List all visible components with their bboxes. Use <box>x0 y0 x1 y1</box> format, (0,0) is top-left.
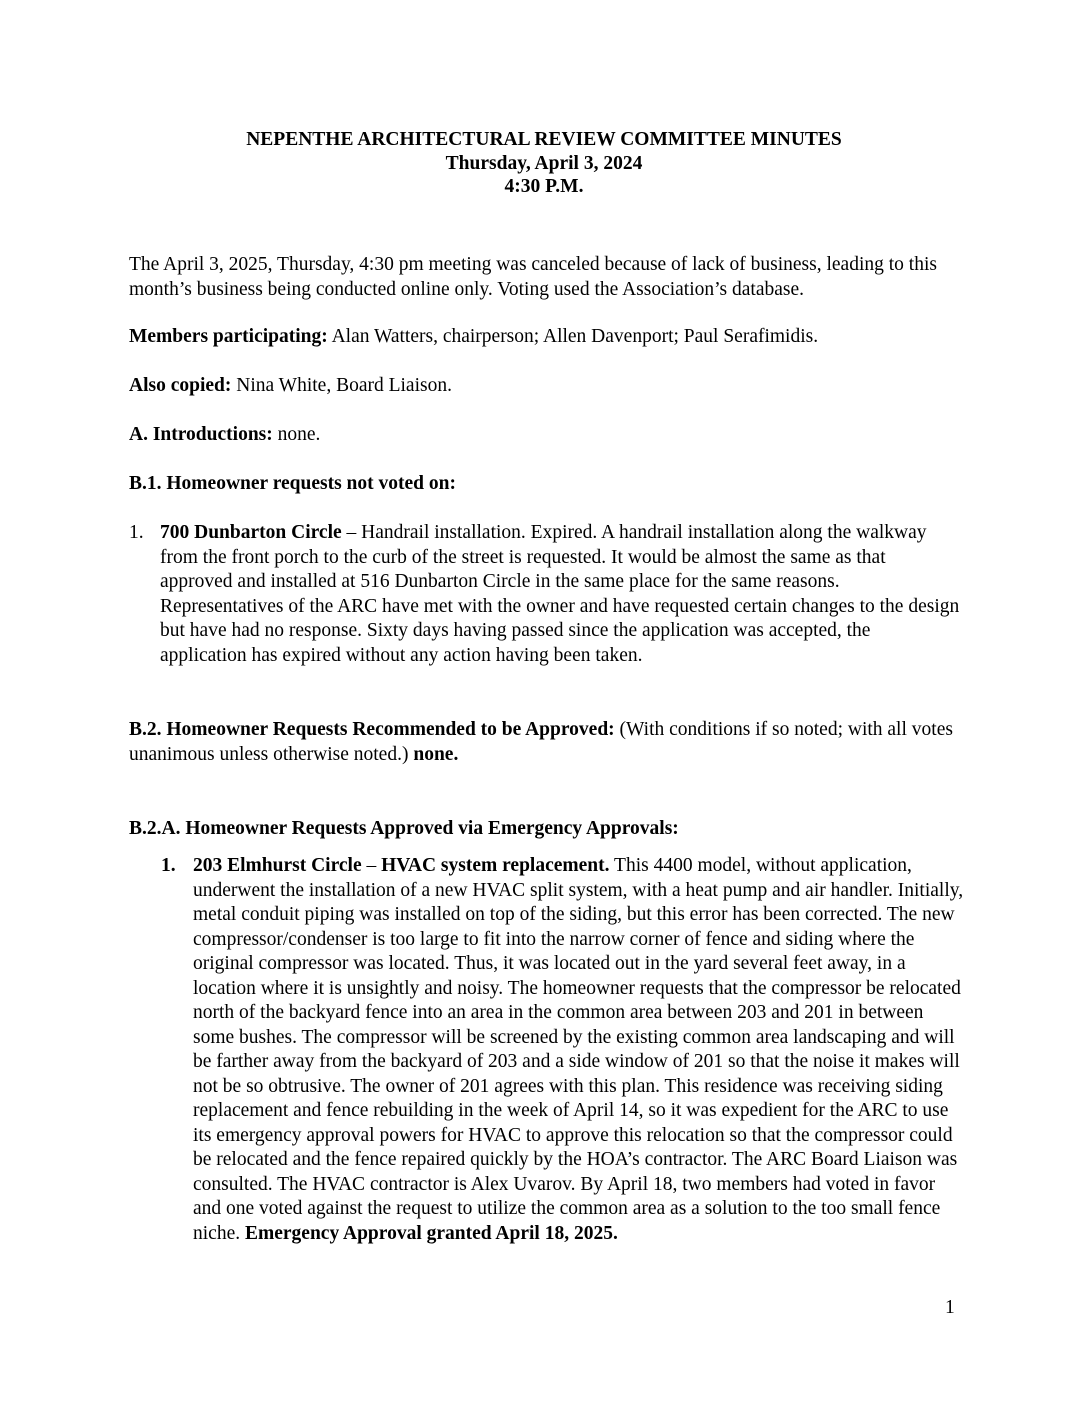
meeting-date: Thursday, April 3, 2024 <box>445 152 643 174</box>
section-b2-text: (With conditions if so noted; with all votes unanimous unless otherwise noted.) <box>129 719 953 765</box>
item-result: Emergency Approval granted April 18, 2025. <box>244 1222 618 1244</box>
introductions-paragraph <box>129 423 964 448</box>
section-b2a-heading: B.2.A. Homeowner Requests Approved via Emergency Approvals: <box>129 818 679 839</box>
item-number: 1. <box>129 522 144 543</box>
item-subject: HVAC system replacement. <box>381 855 610 876</box>
meeting-time: 4:30 P.M. <box>504 176 584 197</box>
section-b2-paragraph <box>129 718 964 767</box>
members-paragraph <box>129 325 964 350</box>
intro-paragraph: The April 3, 2025, Thursday, 4:30 pm meeting was canceled because of lack of business, leading to this month’s business being conducted online only. Voting used the Association’s database. <box>129 254 937 300</box>
document-header <box>0 128 1088 199</box>
introductions-label: A. Introductions: <box>129 424 273 445</box>
members-label: Members participating: <box>129 326 328 347</box>
list-item <box>161 854 964 1264</box>
item-description: – Handrail installation. Expired. A handrail installation along the walkway from the front porch to the curb of the street is requested. It would be almost the same as that approved and installed at 516 Dunbarton Circle in the same place for the same reasons. Representatives of the ARC have met with the owner and have requested certain changes to the design but have had no response. Sixty days having passed since the application was accepted, the application has expired without any action having been taken. <box>160 522 960 666</box>
section-b2-heading: B.2. Homeowner Requests Recommended to be Approved: <box>129 719 615 740</box>
item-address: 203 Elmhurst Circle <box>193 855 362 876</box>
item-address: 700 Dunbarton Circle <box>160 522 342 543</box>
copied-label: Also copied: <box>129 375 232 396</box>
item-number: 1. <box>161 855 176 876</box>
copied-paragraph <box>129 374 964 399</box>
page-number: 1 <box>945 1297 955 1318</box>
item-text <box>160 521 960 668</box>
item-dash: – <box>361 855 382 876</box>
members-text: Alan Watters, chairperson; Allen Davenport; Paul Serafimidis. <box>327 326 819 347</box>
list-item <box>129 521 964 671</box>
introductions-text: none. <box>272 424 321 445</box>
item-text <box>193 854 964 1246</box>
section-b2-result: none. <box>413 743 459 765</box>
document-title: NEPENTHE ARCHITECTURAL REVIEW COMMITTEE MINUTES <box>246 129 842 150</box>
copied-text: Nina White, Board Liaison. <box>231 375 452 396</box>
section-b1-heading: B.1. Homeowner requests not voted on: <box>129 473 456 494</box>
item-description: This 4400 model, without application, underwent the installation of a new HVAC split system, with a heat pump and air handler. Initially, metal conduit piping was installed on top of the siding, but this error has been corrected. The new compressor/condenser is too large to fit into the narrow corner of fence and siding where the original compressor was located. Thus, it was located out in the yard several feet away, in a location where it is unsightly and noisy. The homeowner requests that the compressor be relocated north of the backyard fence into an area in the common area between 203 and 201 in between some bushes. The compressor will be screened by the existing common area landscaping and will be farther away from the backyard of 203 and a side window of 201 so that the noise it makes will not be so obtrusive. The owner of 201 agrees with this plan. This residence was receiving siding replacement and fence rebuilding in the week of April 14, so it was expedient for the ARC to use its emergency approval powers for HVAC to approve this relocation so that the compressor could be relocated and the fence repaired quickly by the HOA’s contractor. The ARC Board Liaison was consulted. The HVAC contractor is Alex Uvarov. By April 18, two members had voted in favor and one voted against the request to utilize the common area as a solution to the too small fence niche. <box>193 855 964 1244</box>
